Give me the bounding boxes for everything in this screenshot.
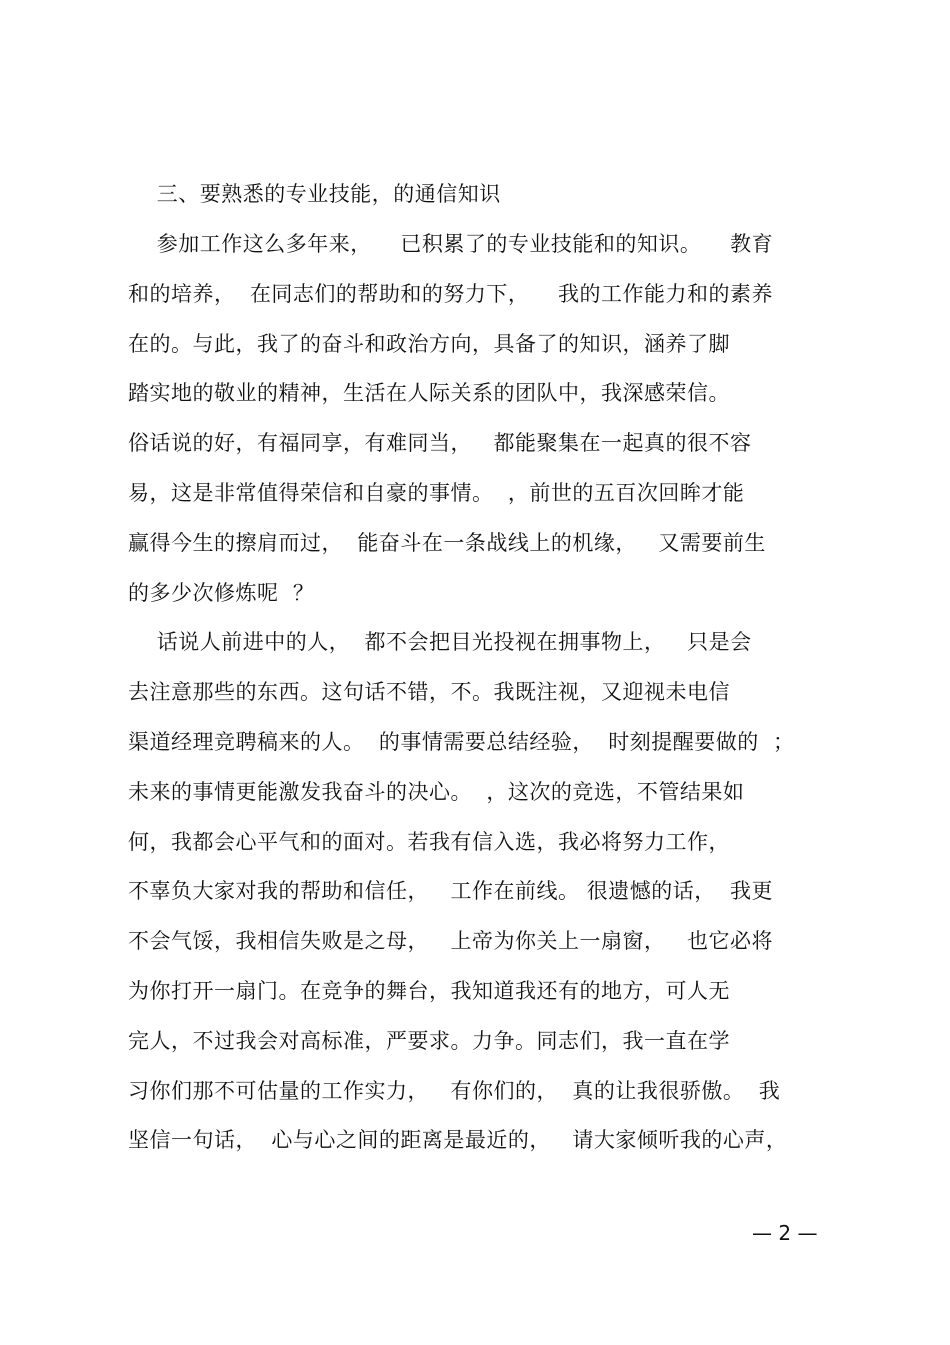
section-heading: 三、要熟悉的专业技能，的通信知识 [128, 182, 501, 206]
text-line: 去注意那些的东西。这句话不错，不。我既注视，又迎视未电信 [128, 680, 730, 704]
text-line: 易，这是非常值得荣信和自豪的事情。 ，前世的五百次回眸才能 [128, 481, 745, 505]
text-line: 渠道经理竞聘稿来的人。 的事情需要总结经验， 时刻提醒要做的 ； [128, 730, 795, 754]
text-line: 不辜负大家对我的帮助和信任， 工作在前线。 很遗憾的话， 我更 [128, 879, 774, 903]
text-line: 赢得今生的擦肩而过， 能奋斗在一条战线上的机缘， 又需要前生 [128, 531, 766, 555]
page-number: — 2 — [752, 1221, 818, 1245]
text-line: 踏实地的敬业的精神，生活在人际关系的团队中，我深感荣信。 [128, 381, 730, 405]
text-line: 和的培养， 在同志们的帮助和的努力下， 我的工作能力和的素养 [128, 282, 774, 306]
text-line: 的多少次修炼呢 ？ [128, 581, 315, 605]
text-line: 何，我都会心平气和的面对。若我有信入选，我必将努力工作， [128, 830, 730, 854]
text-line: 在的。与此，我了的奋斗和政治方向，具备了的知识，涵养了脚 [128, 332, 730, 356]
text-line: 话说人前进中的人， 都不会把目光投视在拥事物上， 只是会 [128, 630, 752, 654]
text-line: 为你打开一扇门。在竞争的舞台，我知道我还有的地方，可人无 [128, 979, 730, 1003]
text-line: 参加工作这么多年来， 已积累了的专业技能和的知识。 教育 [128, 232, 774, 256]
text-line: 坚信一句话， 心与心之间的距离是最近的， 请大家倾听我的心声， [128, 1128, 788, 1152]
text-line: 未来的事情更能激发我奋斗的决心。 ，这次的竞选，不管结果如 [128, 780, 745, 804]
text-line: 习你们那不可估量的工作实力， 有你们的， 真的让我很骄傲。 我 [128, 1079, 781, 1103]
text-line: 不会气馁，我相信失败是之母， 上帝为你关上一扇窗， 也它必将 [128, 929, 774, 953]
text-line: 俗话说的好，有福同享，有难同当， 都能聚集在一起真的很不容 [128, 431, 752, 455]
text-line: 完人，不过我会对高标准，严要求。力争。同志们，我一直在学 [128, 1029, 730, 1053]
